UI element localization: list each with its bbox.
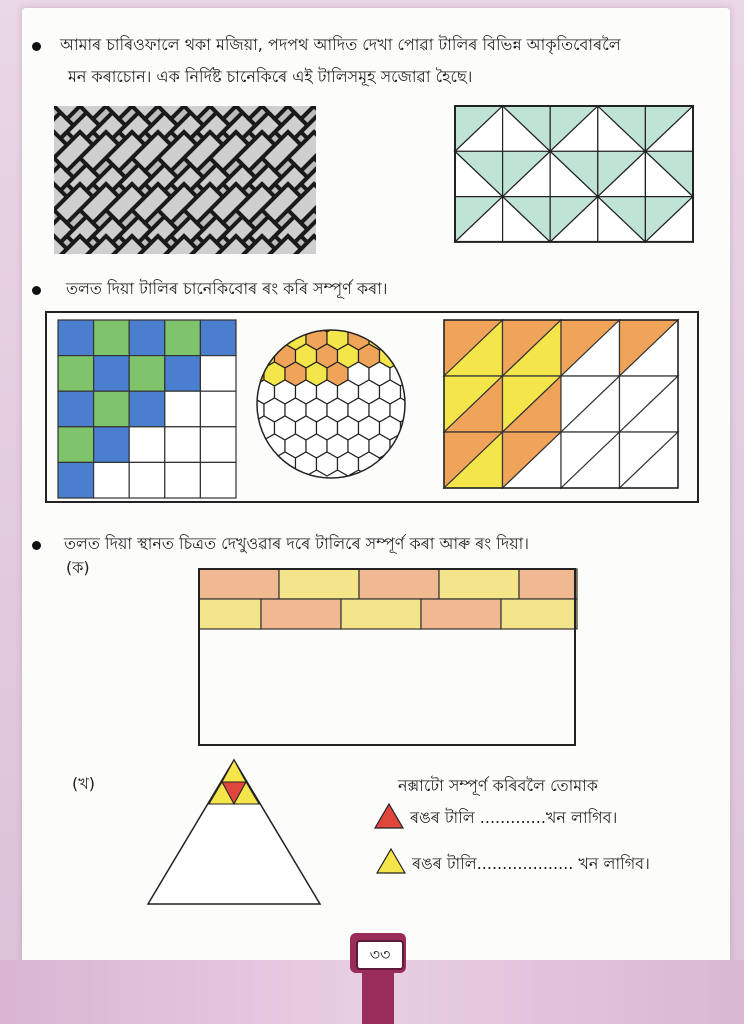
bullet-icon — [32, 541, 41, 550]
hexagon-tile — [264, 326, 285, 350]
red-triangle-icon — [374, 803, 404, 829]
square-tile — [129, 320, 165, 356]
hexagon-tile — [411, 434, 432, 458]
hexagon-tile — [296, 452, 317, 476]
brick-tile — [0, 236, 15, 275]
square-tile — [200, 391, 236, 427]
brick-tile — [0, 431, 15, 470]
square-tile — [165, 427, 201, 463]
brick-tile — [0, 314, 2, 353]
brick-tile — [0, 249, 2, 288]
brick-tile — [0, 405, 2, 444]
brick-tile — [0, 366, 2, 405]
hexagon-tile — [243, 326, 264, 350]
triangle-tile-illustration — [455, 106, 693, 242]
hexagon-tile — [390, 434, 411, 458]
hexagon-tile — [254, 452, 275, 476]
square-tile — [165, 320, 201, 356]
brick-tile — [0, 262, 2, 301]
brick-tile — [0, 0, 15, 15]
hexagon-tile — [401, 344, 422, 368]
hexagon-tile — [411, 398, 432, 422]
brick-tile — [199, 569, 279, 599]
brick-tile — [0, 0, 2, 28]
hexagon-tiles — [212, 290, 433, 476]
brick-tile — [421, 599, 501, 629]
square-tile — [129, 462, 165, 498]
triangle-pyramid-exercise — [146, 758, 322, 906]
intro-line-2: মন কৰাচোন। এক নিৰ্দিষ্ট চানেকিৰে এই টালিসমূহ সজোৱা হৈছে। — [68, 67, 473, 86]
hexagon-tile — [359, 452, 380, 476]
hexagon-tile — [243, 434, 264, 458]
hexagon-tile — [411, 326, 432, 350]
brick-tile — [0, 275, 15, 314]
brick-tile — [0, 171, 15, 210]
page-number-stem — [362, 972, 394, 1024]
square-tile — [165, 462, 201, 498]
yellow-tile-answer-line[interactable]: ৰঙৰ টালি................... খন লাগিব। — [412, 854, 650, 873]
square-tile — [165, 356, 201, 392]
square-tile — [58, 320, 94, 356]
square-tile — [129, 427, 165, 463]
square-tile — [94, 320, 130, 356]
brick-tile — [0, 353, 2, 392]
square-tile — [94, 391, 130, 427]
hexagon-tile — [390, 326, 411, 350]
brick-tile — [0, 132, 15, 171]
brick-tile — [261, 599, 341, 629]
brick-tile — [0, 93, 2, 132]
brick-tile — [0, 145, 2, 184]
brick-tile — [0, 67, 15, 106]
brick-tile — [0, 379, 15, 418]
brick-tile — [0, 119, 15, 158]
square-tile — [58, 391, 94, 427]
brick-tile — [0, 184, 15, 223]
brick-tile — [199, 599, 261, 629]
square-tile — [200, 320, 236, 356]
hexagon-tile — [380, 452, 401, 476]
brick-tile — [0, 158, 2, 197]
page-number: ৩৩ — [356, 940, 404, 970]
square-tile — [58, 427, 94, 463]
brick-tile — [501, 599, 577, 629]
section-3-instruction: তলত দিয়া স্থানত চিত্ৰত দেখুওৱাৰ দৰে টালিৰে সম্পূৰ্ণ কৰা আৰু ৰং দিয়া। — [64, 534, 530, 553]
square-tile — [200, 462, 236, 498]
herringbone-tile-illustration — [54, 106, 316, 254]
square-tile — [58, 462, 94, 498]
brick-tile — [0, 80, 15, 119]
brick-tile — [0, 54, 2, 93]
brick-tile — [0, 41, 2, 80]
brick-tile — [0, 340, 15, 379]
yellow-tile — [222, 760, 246, 782]
square-tile — [129, 356, 165, 392]
square-tile — [94, 462, 130, 498]
brick-tile — [519, 569, 577, 599]
brick-tile — [0, 106, 2, 145]
brick-tile — [0, 15, 15, 54]
brick-tile — [0, 197, 2, 236]
hexagon-tile — [401, 452, 422, 476]
brick-tile — [279, 569, 359, 599]
section-2-instruction: তলত দিয়া টালিৰ চানেকিবোৰ ৰং কৰি সম্পূৰ্ণ কৰা। — [66, 279, 388, 298]
hexagon-tile — [411, 362, 432, 386]
brick-tile — [0, 210, 2, 249]
brick-tile — [0, 301, 2, 340]
hexagon-tile — [317, 452, 338, 476]
brick-wall-exercise — [198, 568, 578, 748]
brick-tile — [341, 599, 421, 629]
bullet-icon — [32, 42, 41, 51]
square-tile — [200, 356, 236, 392]
brick-tile — [359, 569, 439, 599]
square-tile — [58, 356, 94, 392]
brick-tile — [0, 418, 2, 457]
brick-tile — [0, 288, 15, 327]
bullet-icon — [32, 286, 41, 295]
yellow-triangle-icon — [376, 848, 406, 874]
brick-tile — [0, 223, 15, 262]
tile-count-prompt: নক্সাটো সম্পূৰ্ণ কৰিবলৈ তোমাক — [398, 776, 598, 795]
red-tile-answer-line[interactable]: ৰঙৰ টালি .............খন লাগিব। — [410, 808, 618, 827]
square-tile — [200, 427, 236, 463]
square-tile — [129, 391, 165, 427]
intro-line-1: আমাৰ চাৰিওফালে থকা মজিয়া, পদপথ আদিত দেখা পোৱা টালিৰ বিভিন্ন আকৃতিবোৰলৈ — [60, 35, 621, 54]
brick-tile — [0, 2, 2, 41]
square-tile — [94, 427, 130, 463]
part-a-label: (ক) — [66, 558, 90, 577]
brick-tile — [0, 327, 15, 366]
brick-tile — [0, 28, 15, 67]
square-tile — [165, 391, 201, 427]
hexagon-tile — [338, 452, 359, 476]
part-b-label: (খ) — [72, 774, 95, 793]
pattern-completion-box — [46, 312, 698, 502]
square-tile — [94, 356, 130, 392]
brick-tile — [0, 392, 15, 431]
brick-tile — [439, 569, 519, 599]
